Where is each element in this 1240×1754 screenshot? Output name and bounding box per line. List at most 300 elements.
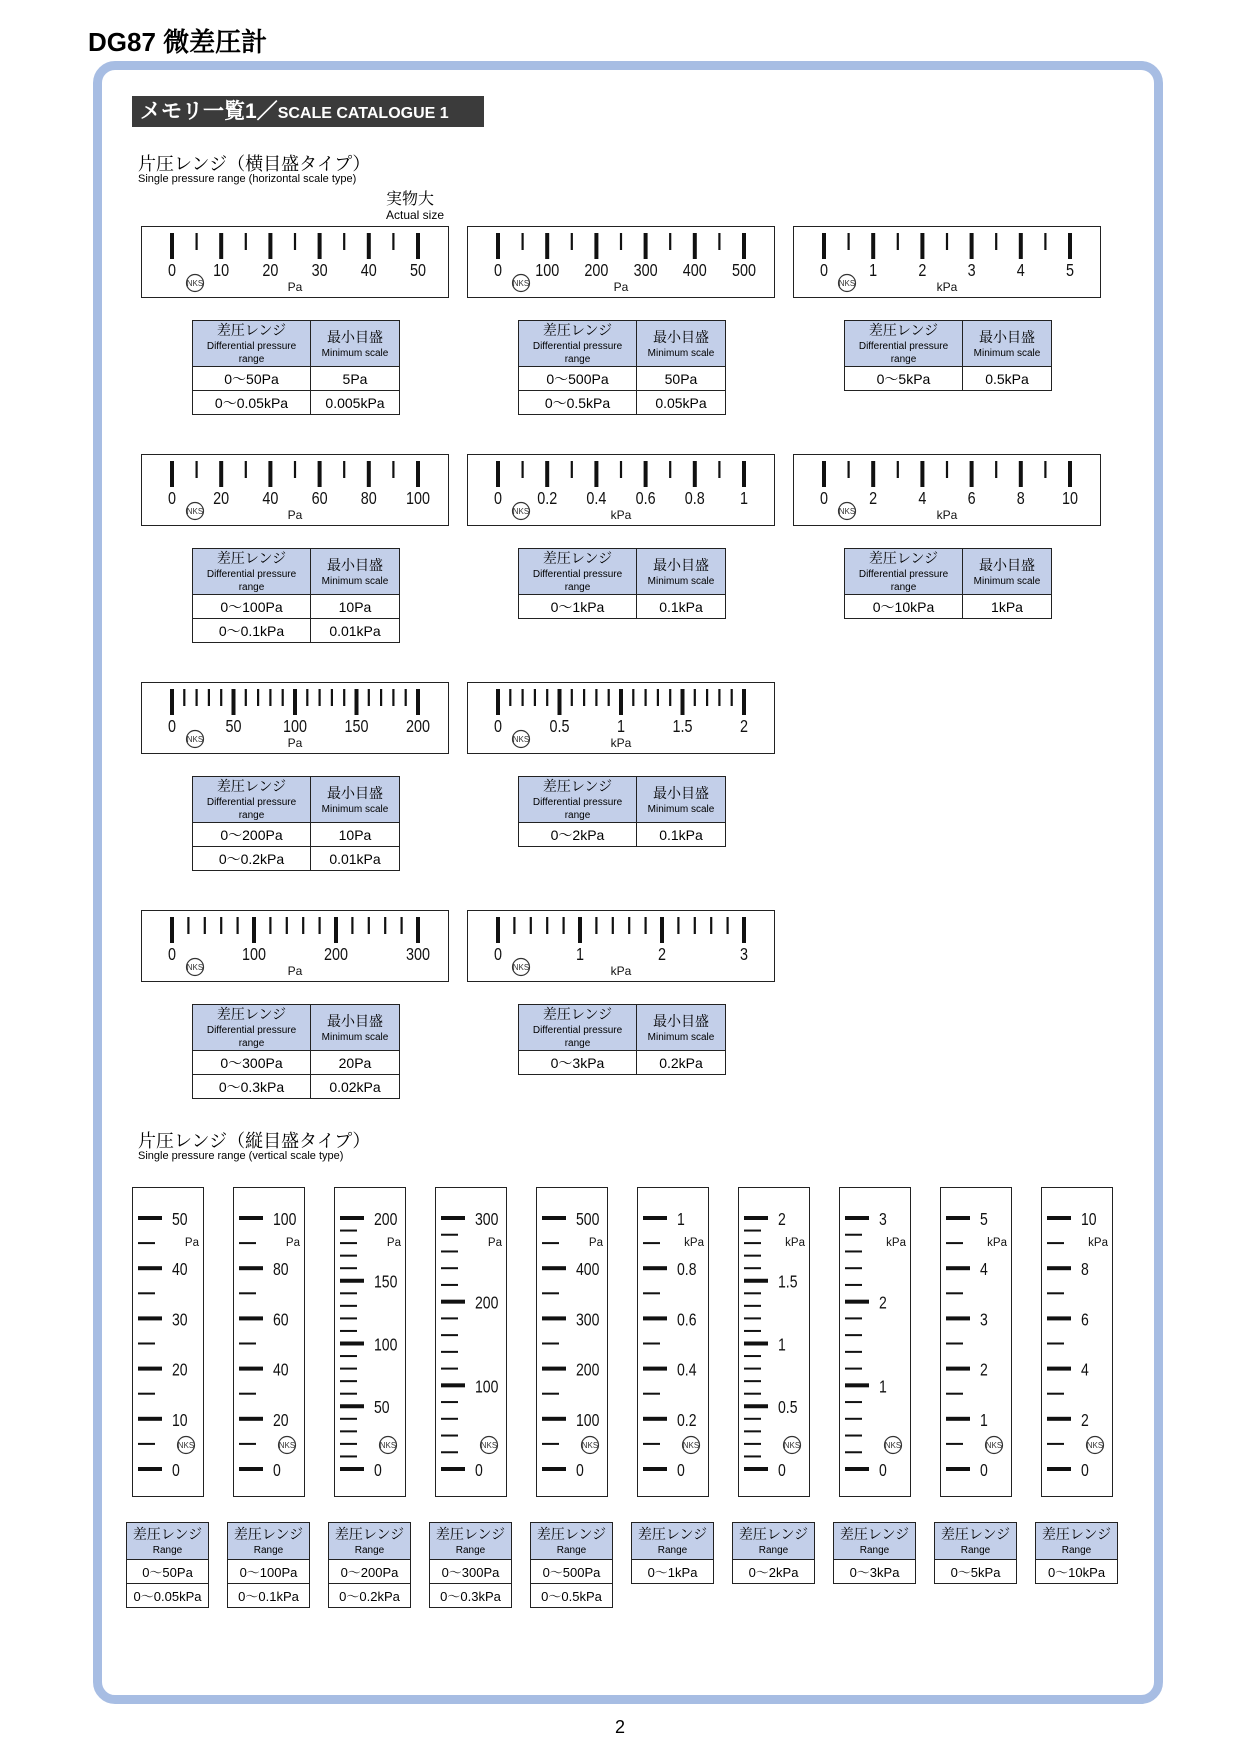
scale-label: 200 xyxy=(576,1359,600,1381)
minor-tick xyxy=(187,917,189,934)
major-tick xyxy=(340,1467,364,1471)
scale-label: 1 xyxy=(869,260,878,281)
scale-label: 0.5 xyxy=(778,1397,798,1418)
scale-label: 0 xyxy=(1081,1460,1089,1481)
range-header xyxy=(519,1005,637,1051)
min-header-jp: 最小目盛 xyxy=(979,556,1035,573)
minor-tick xyxy=(401,917,403,934)
min-scale-header xyxy=(311,1005,400,1051)
unit-label: kPa xyxy=(886,1237,906,1249)
minor-tick xyxy=(340,1380,357,1382)
major-tick xyxy=(170,461,174,487)
range-value: 0〜1kPa xyxy=(519,595,637,619)
minor-tick xyxy=(138,1393,155,1395)
minor-tick xyxy=(845,1234,862,1236)
minor-tick xyxy=(645,689,647,706)
svg-text:NKS: NKS xyxy=(186,279,204,289)
range-table xyxy=(1035,1522,1118,1584)
major-tick xyxy=(170,689,174,715)
major-tick xyxy=(268,233,272,259)
unit-label: kPa xyxy=(684,1237,704,1249)
spec-table xyxy=(844,548,1052,619)
spec-header-row xyxy=(519,549,726,595)
svg-text:NKS: NKS xyxy=(884,1441,902,1451)
spec-row xyxy=(519,823,726,847)
range-header-en: Differential pressure range xyxy=(206,341,297,365)
major-tick xyxy=(970,233,974,259)
spec-header-row xyxy=(519,777,726,823)
major-tick xyxy=(578,917,582,943)
svg-text:NKS: NKS xyxy=(838,507,856,517)
major-tick xyxy=(268,461,272,487)
minor-tick xyxy=(441,1351,458,1353)
unit-label: Pa xyxy=(184,1237,199,1249)
range-header xyxy=(193,321,311,367)
major-tick xyxy=(742,461,746,487)
minor-tick xyxy=(677,917,679,934)
range-header-row xyxy=(127,1523,209,1560)
spec-row xyxy=(519,595,726,619)
min-scale-header xyxy=(963,321,1052,367)
min-header-en: Minimum scale xyxy=(321,347,389,359)
minor-tick xyxy=(196,461,198,478)
svg-text:NKS: NKS xyxy=(1086,1441,1104,1451)
h-scale-dial xyxy=(141,226,449,298)
min-header-jp: 最小目盛 xyxy=(979,328,1035,345)
major-tick xyxy=(496,233,500,259)
minor-tick xyxy=(995,461,997,478)
minor-tick xyxy=(1047,1292,1064,1294)
minor-tick xyxy=(237,917,239,934)
scale-label: 0 xyxy=(172,1460,180,1481)
range-header-en: Range xyxy=(253,1545,284,1556)
major-tick xyxy=(293,689,297,715)
major-tick xyxy=(1047,1367,1071,1371)
v-scale-dial xyxy=(1041,1187,1113,1497)
scale-label: 10 xyxy=(172,1410,188,1431)
v-scale-dial xyxy=(536,1187,608,1497)
range-header xyxy=(430,1523,512,1560)
range-value: 0〜200Pa xyxy=(329,1560,411,1584)
range-header-en: Differential pressure range xyxy=(206,1025,297,1049)
minor-tick xyxy=(183,689,185,706)
scale-label: 500 xyxy=(731,260,757,281)
scale-label: 1 xyxy=(677,1209,685,1230)
range-value: 0〜3kPa xyxy=(834,1560,916,1584)
scale-label: 50 xyxy=(172,1209,188,1230)
range-row xyxy=(329,1584,411,1608)
major-tick xyxy=(542,1367,566,1371)
minor-tick xyxy=(1047,1393,1064,1395)
range-header-en: Range xyxy=(152,1545,183,1556)
range-header-en: Range xyxy=(758,1545,789,1556)
min-scale-header xyxy=(963,549,1052,595)
range-header xyxy=(519,549,637,595)
range-header-en: Range xyxy=(556,1545,587,1556)
major-tick xyxy=(138,1417,162,1421)
minor-tick xyxy=(340,1418,357,1420)
major-tick xyxy=(219,233,223,259)
scale-label: 0.4 xyxy=(677,1359,697,1381)
nks-logo-icon xyxy=(279,1437,296,1454)
major-tick xyxy=(594,233,598,259)
range-header-en: Range xyxy=(1061,1545,1092,1556)
actual-size-label: 実物大 xyxy=(386,191,435,208)
major-tick xyxy=(416,689,420,715)
range-header-row xyxy=(632,1523,714,1560)
minor-tick xyxy=(405,689,407,706)
minor-tick xyxy=(1044,233,1046,250)
scale-label: 50 xyxy=(225,716,242,737)
min-scale-value: 0.01kPa xyxy=(311,619,400,643)
scale-label: 1 xyxy=(616,716,626,737)
minor-tick xyxy=(643,1393,660,1395)
scale-label: 50 xyxy=(374,1397,390,1418)
range-header-jp: 差圧レンジ xyxy=(216,550,287,566)
minor-tick xyxy=(245,689,247,706)
range-value: 0〜200Pa xyxy=(193,823,311,847)
minor-tick xyxy=(340,1355,357,1357)
range-row xyxy=(430,1560,512,1584)
minor-tick xyxy=(340,1393,357,1395)
minor-tick xyxy=(643,1292,660,1294)
min-header-jp: 最小目盛 xyxy=(653,328,709,345)
scale-label: 30 xyxy=(172,1309,188,1330)
range-header xyxy=(531,1523,613,1560)
nks-logo-icon xyxy=(187,275,204,292)
range-value: 0〜0.1kPa xyxy=(193,619,311,643)
major-tick xyxy=(239,1266,263,1270)
minor-tick xyxy=(845,1284,862,1286)
h-scale-dial xyxy=(467,454,775,526)
range-row xyxy=(733,1560,815,1584)
scale-label: 2 xyxy=(879,1293,887,1314)
major-tick xyxy=(643,1316,667,1320)
minor-tick xyxy=(196,233,198,250)
major-tick xyxy=(367,461,371,487)
min-header-jp: 最小目盛 xyxy=(327,1012,383,1029)
svg-text:NKS: NKS xyxy=(838,279,856,289)
major-tick xyxy=(644,233,648,259)
major-tick xyxy=(416,917,420,943)
scale-label: 2 xyxy=(980,1359,988,1381)
range-header-en: Differential pressure range xyxy=(532,797,623,821)
range-header-jp: 差圧レンジ xyxy=(940,1526,1011,1542)
scale-label: 0 xyxy=(819,260,829,281)
minor-tick xyxy=(542,1343,559,1345)
unit-label: Pa xyxy=(287,280,303,294)
minor-tick xyxy=(897,461,899,478)
minor-tick xyxy=(946,1443,963,1445)
svg-text:NKS: NKS xyxy=(278,1441,296,1451)
spec-row xyxy=(193,1051,400,1075)
scale-label: 1 xyxy=(879,1376,887,1397)
major-tick xyxy=(239,1216,263,1220)
minor-tick xyxy=(595,689,597,706)
unit-label: kPa xyxy=(936,280,958,294)
spec-row xyxy=(845,595,1052,619)
min-scale-value: 0.1kPa xyxy=(637,595,726,619)
scale-label: 0 xyxy=(167,260,177,281)
spec-table xyxy=(192,548,400,643)
minor-tick xyxy=(1047,1443,1064,1445)
unit-label: Pa xyxy=(287,736,303,750)
scale-label: 400 xyxy=(576,1259,600,1280)
minor-tick xyxy=(306,689,308,706)
nks-logo-icon xyxy=(481,1437,498,1454)
nks-logo-icon xyxy=(683,1437,700,1454)
h-scale-dial xyxy=(793,226,1101,298)
minor-tick xyxy=(946,1393,963,1395)
minor-tick xyxy=(571,233,573,250)
minor-tick xyxy=(845,1317,862,1319)
range-value: 0〜0.5kPa xyxy=(531,1584,613,1608)
range-table xyxy=(732,1522,815,1584)
minor-tick xyxy=(744,1368,761,1370)
scale-label: 0.8 xyxy=(677,1259,697,1280)
range-value: 0〜100Pa xyxy=(193,595,311,619)
minor-tick xyxy=(522,461,524,478)
v-scale-dial xyxy=(738,1187,810,1497)
minor-tick xyxy=(138,1343,155,1345)
major-tick xyxy=(416,461,420,487)
major-tick xyxy=(643,1367,667,1371)
range-header-en: Range xyxy=(859,1545,890,1556)
major-tick xyxy=(416,233,420,259)
min-scale-header xyxy=(637,321,726,367)
nks-logo-icon xyxy=(380,1437,397,1454)
scale-label: 2 xyxy=(918,260,927,281)
minor-tick xyxy=(392,461,394,478)
min-scale-value: 0.2kPa xyxy=(637,1051,726,1075)
range-header xyxy=(329,1523,411,1560)
spec-row xyxy=(845,367,1052,391)
major-tick xyxy=(138,1266,162,1270)
range-header-en: Range xyxy=(354,1545,385,1556)
range-header-jp: 差圧レンジ xyxy=(216,1006,287,1022)
min-header-en: Minimum scale xyxy=(973,575,1041,587)
major-tick xyxy=(367,233,371,259)
minor-tick xyxy=(669,233,671,250)
scale-label: 4 xyxy=(1081,1359,1089,1381)
minor-tick xyxy=(744,1242,761,1244)
major-tick xyxy=(355,689,359,715)
min-scale-value: 0.1kPa xyxy=(637,823,726,847)
minor-tick xyxy=(441,1334,458,1336)
minor-tick xyxy=(522,689,524,706)
actual-size-label-en: Actual size xyxy=(386,208,445,222)
minor-tick xyxy=(744,1393,761,1395)
major-tick xyxy=(340,1216,364,1220)
spec-table xyxy=(192,1004,400,1099)
v-scale-dial xyxy=(839,1187,911,1497)
range-row xyxy=(228,1584,310,1608)
scale-label: 40 xyxy=(273,1359,289,1381)
major-tick xyxy=(1047,1266,1071,1270)
min-header-en: Minimum scale xyxy=(321,1031,389,1043)
h-scale-dial xyxy=(467,682,775,754)
vertical-section-subtitle: Single pressure range (vertical scale type) xyxy=(138,1150,344,1162)
major-tick xyxy=(318,461,322,487)
svg-text:NKS: NKS xyxy=(512,507,530,517)
unit-label: kPa xyxy=(1088,1237,1108,1249)
scale-label: 3 xyxy=(739,944,749,965)
minor-tick xyxy=(534,689,536,706)
minor-tick xyxy=(384,917,386,934)
svg-text:NKS: NKS xyxy=(985,1441,1003,1451)
minor-tick xyxy=(571,461,573,478)
minor-tick xyxy=(340,1330,357,1332)
svg-text:NKS: NKS xyxy=(512,735,530,745)
scale-label: 0 xyxy=(819,488,829,509)
major-tick xyxy=(318,233,322,259)
minor-tick xyxy=(643,1242,660,1244)
min-header-en: Minimum scale xyxy=(973,347,1041,359)
range-table xyxy=(934,1522,1017,1584)
spec-row xyxy=(193,1075,400,1099)
range-header xyxy=(834,1523,916,1560)
svg-text:NKS: NKS xyxy=(581,1441,599,1451)
scale-label: 1 xyxy=(575,944,585,965)
major-tick xyxy=(693,461,697,487)
major-tick xyxy=(693,233,697,259)
minor-tick xyxy=(239,1443,256,1445)
scale-label: 20 xyxy=(262,260,279,281)
major-tick xyxy=(643,1417,667,1421)
minor-tick xyxy=(542,1242,559,1244)
spec-row xyxy=(519,391,726,415)
minor-tick xyxy=(441,1368,458,1370)
svg-text:NKS: NKS xyxy=(186,735,204,745)
range-header-jp: 差圧レンジ xyxy=(216,778,287,794)
minor-tick xyxy=(848,461,850,478)
range-header-jp: 差圧レンジ xyxy=(637,1526,708,1542)
range-value: 0〜0.05kPa xyxy=(127,1584,209,1608)
range-row xyxy=(935,1560,1017,1584)
major-tick xyxy=(441,1300,465,1304)
min-scale-value: 0.005kPa xyxy=(311,391,400,415)
minor-tick xyxy=(744,1380,761,1382)
scale-label: 3 xyxy=(879,1209,887,1230)
range-header xyxy=(193,549,311,595)
h-scale-dial xyxy=(467,910,775,982)
min-header-en: Minimum scale xyxy=(647,575,715,587)
minor-tick xyxy=(368,689,370,706)
major-tick xyxy=(871,233,875,259)
major-tick xyxy=(138,1316,162,1320)
range-header-jp: 差圧レンジ xyxy=(1041,1526,1112,1542)
spec-table xyxy=(518,776,726,847)
scale-label: 100 xyxy=(576,1410,600,1431)
range-header-jp: 差圧レンジ xyxy=(536,1526,607,1542)
range-header xyxy=(632,1523,714,1560)
scale-label: 0.5 xyxy=(549,716,570,737)
scale-label: 2 xyxy=(869,488,878,509)
range-value: 0〜2kPa xyxy=(519,823,637,847)
minor-tick xyxy=(845,1451,862,1453)
h-scale-dial xyxy=(793,454,1101,526)
scale-label: 8 xyxy=(1081,1259,1089,1280)
range-header xyxy=(519,777,637,823)
min-scale-value: 10Pa xyxy=(311,595,400,619)
scale-label: 60 xyxy=(273,1309,289,1330)
major-tick xyxy=(1047,1216,1071,1220)
major-tick xyxy=(744,1404,768,1408)
v-scale-dial xyxy=(940,1187,1012,1497)
minor-tick xyxy=(657,689,659,706)
min-scale-value: 1kPa xyxy=(963,595,1052,619)
scale-label: 8 xyxy=(1016,488,1025,509)
banner-en: SCALE CATALOGUE 1 xyxy=(277,105,449,122)
scale-label: 100 xyxy=(405,488,431,509)
spec-table xyxy=(192,320,400,415)
minor-tick xyxy=(1047,1343,1064,1345)
scale-label: 40 xyxy=(360,260,377,281)
nks-logo-icon xyxy=(187,959,204,976)
nks-logo-icon xyxy=(839,275,856,292)
unit-label: Pa xyxy=(386,1237,401,1249)
minor-tick xyxy=(845,1351,862,1353)
major-tick xyxy=(239,1417,263,1421)
minor-tick xyxy=(340,1455,357,1457)
major-tick xyxy=(744,1467,768,1471)
horizontal-section-subtitle: Single pressure range (horizontal scale type) xyxy=(138,173,357,185)
spec-row xyxy=(193,619,400,643)
spec-row xyxy=(193,367,400,391)
major-tick xyxy=(920,461,924,487)
scale-label: 6 xyxy=(1081,1309,1089,1330)
minor-tick xyxy=(643,1443,660,1445)
minor-tick xyxy=(343,233,345,250)
scale-label: 0 xyxy=(493,716,503,737)
minor-tick xyxy=(845,1334,862,1336)
minor-tick xyxy=(845,1401,862,1403)
major-tick xyxy=(643,1266,667,1270)
scale-label: 5 xyxy=(980,1209,988,1230)
major-tick xyxy=(644,461,648,487)
minor-tick xyxy=(441,1401,458,1403)
minor-tick xyxy=(845,1435,862,1437)
minor-tick xyxy=(239,1393,256,1395)
unit-label: Pa xyxy=(287,964,303,978)
major-tick xyxy=(542,1417,566,1421)
unit-label: kPa xyxy=(610,736,632,750)
scale-label: 0 xyxy=(273,1460,281,1481)
range-value: 0〜0.2kPa xyxy=(193,847,311,871)
scale-label: 2 xyxy=(739,716,749,737)
min-scale-value: 0.5kPa xyxy=(963,367,1052,391)
major-tick xyxy=(441,1216,465,1220)
minor-tick xyxy=(441,1250,458,1252)
major-tick xyxy=(822,461,826,487)
min-scale-header xyxy=(637,549,726,595)
range-header xyxy=(193,777,311,823)
range-value: 0〜500Pa xyxy=(519,367,637,391)
minor-tick xyxy=(744,1305,761,1307)
svg-text:NKS: NKS xyxy=(783,1441,801,1451)
scale-label: 4 xyxy=(980,1259,988,1280)
range-header-jp: 差圧レンジ xyxy=(738,1526,809,1542)
scale-label: 1 xyxy=(980,1410,988,1431)
scale-label: 0 xyxy=(778,1460,786,1481)
nks-logo-icon xyxy=(885,1437,902,1454)
minor-tick xyxy=(392,233,394,250)
unit-label: Pa xyxy=(487,1237,502,1249)
scale-label: 3 xyxy=(967,260,976,281)
major-tick xyxy=(496,917,500,943)
major-tick xyxy=(1068,461,1072,487)
unit-label: Pa xyxy=(588,1237,603,1249)
